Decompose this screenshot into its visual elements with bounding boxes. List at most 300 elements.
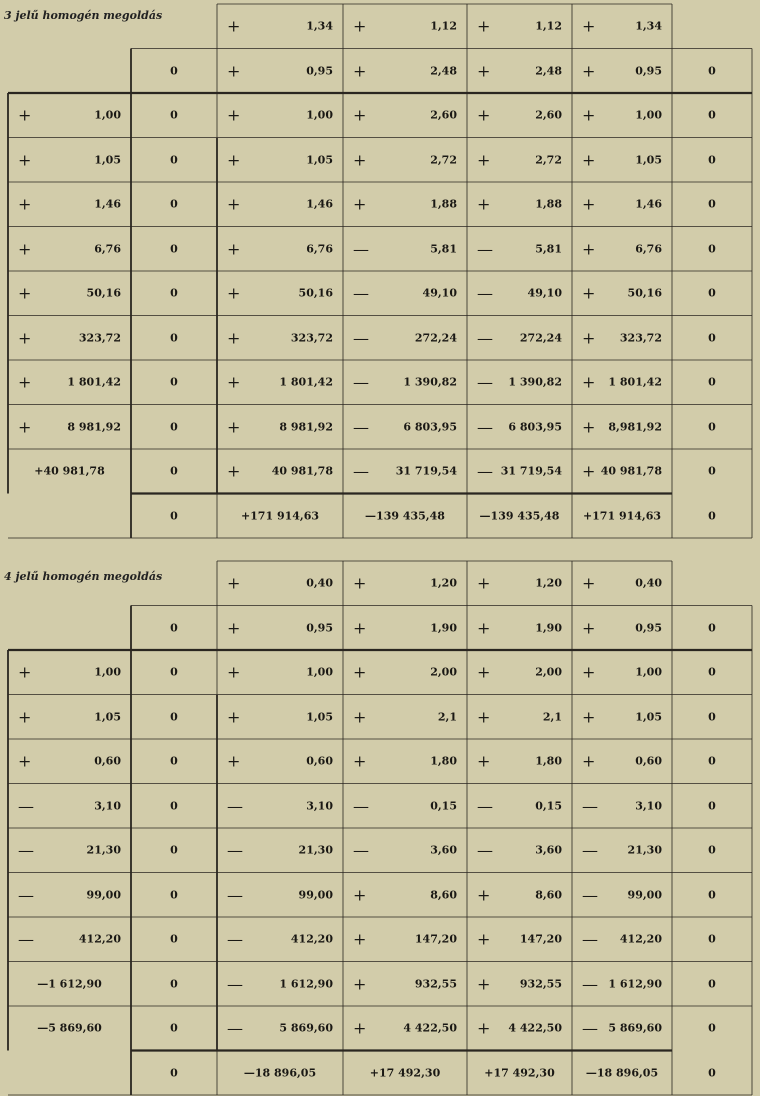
matrix-cell <box>572 739 672 784</box>
sign-glyph: + <box>227 707 241 727</box>
cell-value: 1,34 <box>306 19 333 33</box>
cell-value: —5 869,60 <box>37 1021 102 1035</box>
cell-value: —139 435,48 <box>365 509 445 523</box>
sign-glyph: — <box>227 840 243 860</box>
sign-glyph: + <box>227 461 241 481</box>
matrix-cell <box>131 695 217 740</box>
cell-value: 0 <box>170 286 178 300</box>
cell-value: 0,60 <box>635 754 662 768</box>
sign-glyph: + <box>477 974 491 994</box>
cell-value: 0,60 <box>306 754 333 768</box>
cell-value: 0 <box>170 420 178 434</box>
cell-value: +40 981,78 <box>34 464 105 478</box>
matrix-cell <box>343 227 467 272</box>
matrix-cell <box>8 873 131 918</box>
sign-glyph: + <box>227 61 241 81</box>
matrix-cell <box>467 227 572 272</box>
matrix-cell <box>572 873 672 918</box>
cell-value: 1,00 <box>306 665 333 679</box>
cell-value: 2,72 <box>535 153 562 167</box>
cell-value: 2,48 <box>430 64 457 78</box>
matrix-cell <box>467 182 572 227</box>
sign-glyph: + <box>582 461 596 481</box>
cell-value: 0 <box>708 242 716 256</box>
sign-glyph: — <box>353 239 369 259</box>
matrix-cell <box>131 1006 217 1051</box>
matrix-cell <box>217 739 343 784</box>
sign-glyph: + <box>18 283 32 303</box>
matrix-cell <box>343 271 467 316</box>
cell-value: 5,81 <box>430 242 457 256</box>
sign-glyph: + <box>582 707 596 727</box>
cell-value: 3,10 <box>94 799 121 813</box>
cell-value: 1,12 <box>430 19 457 33</box>
matrix-cell <box>672 227 752 272</box>
sign-glyph: + <box>353 150 367 170</box>
cell-value: 4 422,50 <box>508 1021 562 1035</box>
matrix-cell <box>672 828 752 873</box>
sign-glyph: — <box>477 461 493 481</box>
matrix-cell <box>672 1006 752 1051</box>
cell-value: 0 <box>170 375 178 389</box>
sign-glyph: + <box>353 751 367 771</box>
sign-glyph: + <box>18 417 32 437</box>
matrix-cell <box>572 449 672 494</box>
matrix-cell <box>8 449 131 494</box>
matrix-cell <box>467 49 572 94</box>
matrix-cell <box>217 449 343 494</box>
cell-value: 21,30 <box>298 843 333 857</box>
matrix-cell <box>467 561 572 606</box>
sign-glyph: + <box>477 105 491 125</box>
cell-value: 0 <box>170 108 178 122</box>
matrix-cell <box>343 606 467 651</box>
matrix-cell <box>343 650 467 695</box>
cell-value: 2,1 <box>437 710 457 724</box>
matrix-cell <box>131 828 217 873</box>
cell-value: +17 492,30 <box>484 1066 555 1080</box>
cell-value: 0 <box>170 331 178 345</box>
cell-value: 6,76 <box>94 242 121 256</box>
sign-glyph: + <box>353 707 367 727</box>
cell-value: 0 <box>170 197 178 211</box>
sign-glyph: + <box>582 283 596 303</box>
cell-value: 0 <box>170 843 178 857</box>
section-caption-3: 3 jelű homogén megoldás <box>4 9 163 22</box>
matrix-cell <box>572 962 672 1007</box>
cell-value: +17 492,30 <box>369 1066 441 1080</box>
sign-glyph: + <box>227 372 241 392</box>
cell-value: 3,10 <box>635 799 662 813</box>
matrix-cell <box>572 316 672 361</box>
sign-glyph: — <box>477 417 493 437</box>
cell-value: 21,30 <box>627 843 662 857</box>
matrix-cell <box>467 739 572 784</box>
cell-value: 1,20 <box>430 576 457 590</box>
cell-value: 0 <box>708 108 716 122</box>
cell-value: 412,20 <box>78 932 121 946</box>
cell-value: 2,60 <box>535 108 562 122</box>
matrix-cell <box>343 316 467 361</box>
matrix-cell <box>343 739 467 784</box>
matrix-cell <box>467 873 572 918</box>
matrix-cell <box>672 316 752 361</box>
cell-value: 1,00 <box>306 108 333 122</box>
cell-value: 0,95 <box>635 621 662 635</box>
cell-value: 1 801,42 <box>279 375 333 389</box>
cell-value: 3,60 <box>430 843 457 857</box>
sign-glyph: + <box>227 150 241 170</box>
matrix-cell <box>8 739 131 784</box>
cell-value: 50,16 <box>627 286 662 300</box>
matrix-cell <box>672 182 752 227</box>
matrix-cell <box>217 606 343 651</box>
matrix-cell <box>8 93 131 138</box>
sign-glyph: + <box>582 239 596 259</box>
matrix-cell <box>343 405 467 450</box>
matrix-cell <box>343 4 467 49</box>
sign-glyph: — <box>353 796 369 816</box>
matrix-cell <box>131 227 217 272</box>
matrix-cell <box>572 271 672 316</box>
cell-value: 412,20 <box>619 932 662 946</box>
sign-glyph: + <box>582 573 596 593</box>
sign-glyph: — <box>353 461 369 481</box>
matrix-cell <box>131 650 217 695</box>
cell-value: 5 869,60 <box>279 1021 333 1035</box>
matrix-cell <box>217 316 343 361</box>
matrix-cell <box>217 93 343 138</box>
matrix-cell <box>217 494 343 539</box>
matrix-cell <box>343 561 467 606</box>
matrix-cell <box>217 828 343 873</box>
matrix-cell <box>217 784 343 829</box>
matrix-cell <box>572 1051 672 1096</box>
sign-glyph: + <box>353 573 367 593</box>
matrix-cell <box>343 1006 467 1051</box>
cell-value: 6 803,95 <box>508 420 562 434</box>
sign-glyph: — <box>582 974 598 994</box>
sign-glyph: + <box>477 61 491 81</box>
cell-value: 272,24 <box>414 331 457 345</box>
cell-value: 6,76 <box>635 242 662 256</box>
cell-value: 0,15 <box>430 799 457 813</box>
cell-value: 6 803,95 <box>403 420 457 434</box>
matrix-cell <box>8 962 131 1007</box>
cell-value: +171 914,63 <box>240 509 320 523</box>
matrix-cell <box>217 4 343 49</box>
matrix-cell <box>343 1051 467 1096</box>
cell-value: 1 801,42 <box>67 375 121 389</box>
matrix-cell <box>131 1051 217 1096</box>
matrix-cell <box>672 784 752 829</box>
matrix-cell <box>217 917 343 962</box>
sign-glyph: + <box>227 573 241 593</box>
sign-glyph: — <box>227 796 243 816</box>
matrix-cell <box>467 650 572 695</box>
matrix-cell <box>131 962 217 1007</box>
matrix-cell <box>572 784 672 829</box>
cell-value: 0 <box>708 375 716 389</box>
matrix-cell <box>572 227 672 272</box>
cell-value: 99,00 <box>86 888 121 902</box>
cell-value: 323,72 <box>619 331 662 345</box>
cell-value: 0 <box>708 1021 716 1035</box>
sign-glyph: + <box>477 194 491 214</box>
cell-value: 50,16 <box>298 286 333 300</box>
cell-value: 0 <box>708 509 716 523</box>
matrix-cell <box>572 405 672 450</box>
matrix-cell <box>672 650 752 695</box>
cell-value: 0 <box>170 932 178 946</box>
cell-value: 40 981,78 <box>271 464 333 478</box>
cell-value: 0 <box>170 710 178 724</box>
cell-value: 1,46 <box>635 197 662 211</box>
matrix-cell <box>131 917 217 962</box>
cell-value: 0,15 <box>535 799 562 813</box>
cell-value: 0 <box>170 799 178 813</box>
cell-value: 147,20 <box>519 932 562 946</box>
cell-value: 2,00 <box>535 665 562 679</box>
sign-glyph: + <box>353 929 367 949</box>
cell-value: 0 <box>170 242 178 256</box>
matrix-cell <box>572 1006 672 1051</box>
cell-value: 1,00 <box>635 665 662 679</box>
cell-value: 99,00 <box>627 888 662 902</box>
cell-value: 49,10 <box>422 286 457 300</box>
sign-glyph: — <box>477 372 493 392</box>
matrix-cell <box>8 138 131 183</box>
cell-value: 0 <box>708 843 716 857</box>
cell-value: 1,05 <box>635 710 662 724</box>
matrix-cell <box>343 917 467 962</box>
cell-value: 0,40 <box>635 576 662 590</box>
matrix-cell <box>467 4 572 49</box>
matrix-cell <box>343 784 467 829</box>
cell-value: 1,00 <box>94 665 121 679</box>
sign-glyph: + <box>227 662 241 682</box>
sign-glyph: + <box>582 372 596 392</box>
section-caption-4: 4 jelű homogén megoldás <box>4 570 163 583</box>
matrix-cell <box>672 962 752 1007</box>
matrix-cell <box>8 784 131 829</box>
cell-value: +171 914,63 <box>582 509 662 523</box>
cell-value: 0 <box>170 754 178 768</box>
cell-value: 31 719,54 <box>395 464 457 478</box>
cell-value: 1,00 <box>635 108 662 122</box>
matrix-cell <box>467 271 572 316</box>
matrix-cell <box>343 360 467 405</box>
matrix-cell <box>8 360 131 405</box>
sign-glyph: + <box>18 105 32 125</box>
matrix-cell <box>131 138 217 183</box>
cell-value: 21,30 <box>86 843 121 857</box>
matrix-cell <box>8 316 131 361</box>
sign-glyph: — <box>353 283 369 303</box>
cell-value: 5,81 <box>535 242 562 256</box>
matrix-cell <box>467 93 572 138</box>
matrix-cell <box>572 93 672 138</box>
matrix-cell <box>572 606 672 651</box>
cell-value: 272,24 <box>519 331 562 345</box>
sign-glyph: + <box>227 618 241 638</box>
matrix-cell <box>131 784 217 829</box>
cell-value: 0 <box>170 888 178 902</box>
matrix-cell <box>572 360 672 405</box>
sign-glyph: — <box>477 796 493 816</box>
cell-value: 8,981,92 <box>608 420 662 434</box>
cell-value: 0 <box>170 1066 178 1080</box>
matrix-cell <box>572 561 672 606</box>
cell-value: 1,80 <box>430 754 457 768</box>
matrix-cell <box>131 49 217 94</box>
matrix-cell <box>343 93 467 138</box>
matrix-cell <box>8 828 131 873</box>
matrix-cell <box>672 405 752 450</box>
cell-value: 147,20 <box>414 932 457 946</box>
matrix-cell <box>343 449 467 494</box>
sign-glyph: + <box>353 662 367 682</box>
matrix-cell <box>343 828 467 873</box>
sign-glyph: + <box>582 328 596 348</box>
matrix-cell <box>467 1006 572 1051</box>
cell-value: 0,40 <box>306 576 333 590</box>
matrix-cell <box>467 606 572 651</box>
matrix-cell <box>217 227 343 272</box>
matrix-cell <box>217 49 343 94</box>
cell-value: 0 <box>708 621 716 635</box>
sign-glyph: + <box>582 61 596 81</box>
sign-glyph: + <box>227 417 241 437</box>
cell-value: 40 981,78 <box>600 464 662 478</box>
sign-glyph: + <box>18 239 32 259</box>
cell-value: 1,34 <box>635 19 662 33</box>
cell-value: 0,95 <box>635 64 662 78</box>
cell-value: 0 <box>170 64 178 78</box>
sign-glyph: — <box>353 372 369 392</box>
matrix-cell <box>131 873 217 918</box>
sign-glyph: — <box>477 239 493 259</box>
cell-value: 2,48 <box>535 64 562 78</box>
cell-value: 932,55 <box>519 977 562 991</box>
matrix-cell <box>467 405 572 450</box>
cell-value: 0 <box>170 621 178 635</box>
cell-value: 0 <box>708 799 716 813</box>
matrix-cell <box>8 182 131 227</box>
matrix-cell <box>343 138 467 183</box>
cell-value: 1 612,90 <box>279 977 333 991</box>
matrix-cell <box>131 182 217 227</box>
matrix-cell <box>672 1051 752 1096</box>
matrix-cell <box>672 695 752 740</box>
sign-glyph: + <box>227 16 241 36</box>
cell-value: 1,88 <box>535 197 562 211</box>
cell-value: 1,05 <box>635 153 662 167</box>
cell-value: 1,90 <box>430 621 457 635</box>
matrix-cell <box>217 561 343 606</box>
matrix-cell <box>8 271 131 316</box>
matrix-cell <box>217 138 343 183</box>
sign-glyph: + <box>477 573 491 593</box>
cell-value: 99,00 <box>298 888 333 902</box>
matrix-cell <box>672 360 752 405</box>
matrix-cell <box>217 1051 343 1096</box>
sign-glyph: + <box>353 885 367 905</box>
cell-value: 0 <box>708 64 716 78</box>
cell-value: 1,46 <box>306 197 333 211</box>
sign-glyph: + <box>582 150 596 170</box>
cell-value: 932,55 <box>414 977 457 991</box>
cell-value: 2,00 <box>430 665 457 679</box>
cell-value: 0 <box>708 153 716 167</box>
sign-glyph: + <box>18 150 32 170</box>
cell-value: 6,76 <box>306 242 333 256</box>
sign-glyph: + <box>477 929 491 949</box>
cell-value: 1 612,90 <box>608 977 662 991</box>
matrix-cell <box>217 1006 343 1051</box>
sign-glyph: — <box>18 796 34 816</box>
sign-glyph: + <box>18 662 32 682</box>
sign-glyph: — <box>227 885 243 905</box>
matrix-cell <box>672 138 752 183</box>
matrix-cell <box>8 917 131 962</box>
sign-glyph: + <box>353 1018 367 1038</box>
matrix-cell <box>343 494 467 539</box>
sign-glyph: + <box>477 662 491 682</box>
sign-glyph: + <box>18 707 32 727</box>
sign-glyph: + <box>18 372 32 392</box>
cell-value: 0 <box>170 665 178 679</box>
cell-value: 0 <box>170 509 178 523</box>
cell-value: 0 <box>170 464 178 478</box>
sign-glyph: + <box>477 707 491 727</box>
cell-value: 323,72 <box>78 331 121 345</box>
matrix-cell <box>572 182 672 227</box>
sign-glyph: — <box>582 796 598 816</box>
matrix-cell <box>217 873 343 918</box>
cell-value: 8 981,92 <box>67 420 121 434</box>
cell-value: 49,10 <box>527 286 562 300</box>
matrix-cell <box>467 784 572 829</box>
sign-glyph: — <box>477 840 493 860</box>
cell-value: 0 <box>170 977 178 991</box>
matrix-cell <box>467 962 572 1007</box>
cell-value: 0 <box>708 665 716 679</box>
cell-value: 50,16 <box>86 286 121 300</box>
cell-value: 1,20 <box>535 576 562 590</box>
matrix-cell <box>8 405 131 450</box>
matrix-cell <box>672 49 752 94</box>
sign-glyph: + <box>477 751 491 771</box>
cell-value: 0,95 <box>306 64 333 78</box>
sign-glyph: + <box>582 16 596 36</box>
cell-value: 0 <box>708 420 716 434</box>
sign-glyph: — <box>477 328 493 348</box>
sign-glyph: + <box>353 618 367 638</box>
sign-glyph: — <box>227 929 243 949</box>
cell-value: 0 <box>708 710 716 724</box>
matrix-cell <box>572 828 672 873</box>
matrix-cell <box>572 650 672 695</box>
matrix-cell <box>217 405 343 450</box>
cell-value: 2,60 <box>430 108 457 122</box>
cell-value: 1,05 <box>94 710 121 724</box>
matrix-cell <box>467 360 572 405</box>
cell-value: 31 719,54 <box>500 464 562 478</box>
matrix-cell <box>343 49 467 94</box>
matrix-cell <box>217 650 343 695</box>
sign-glyph: + <box>227 239 241 259</box>
